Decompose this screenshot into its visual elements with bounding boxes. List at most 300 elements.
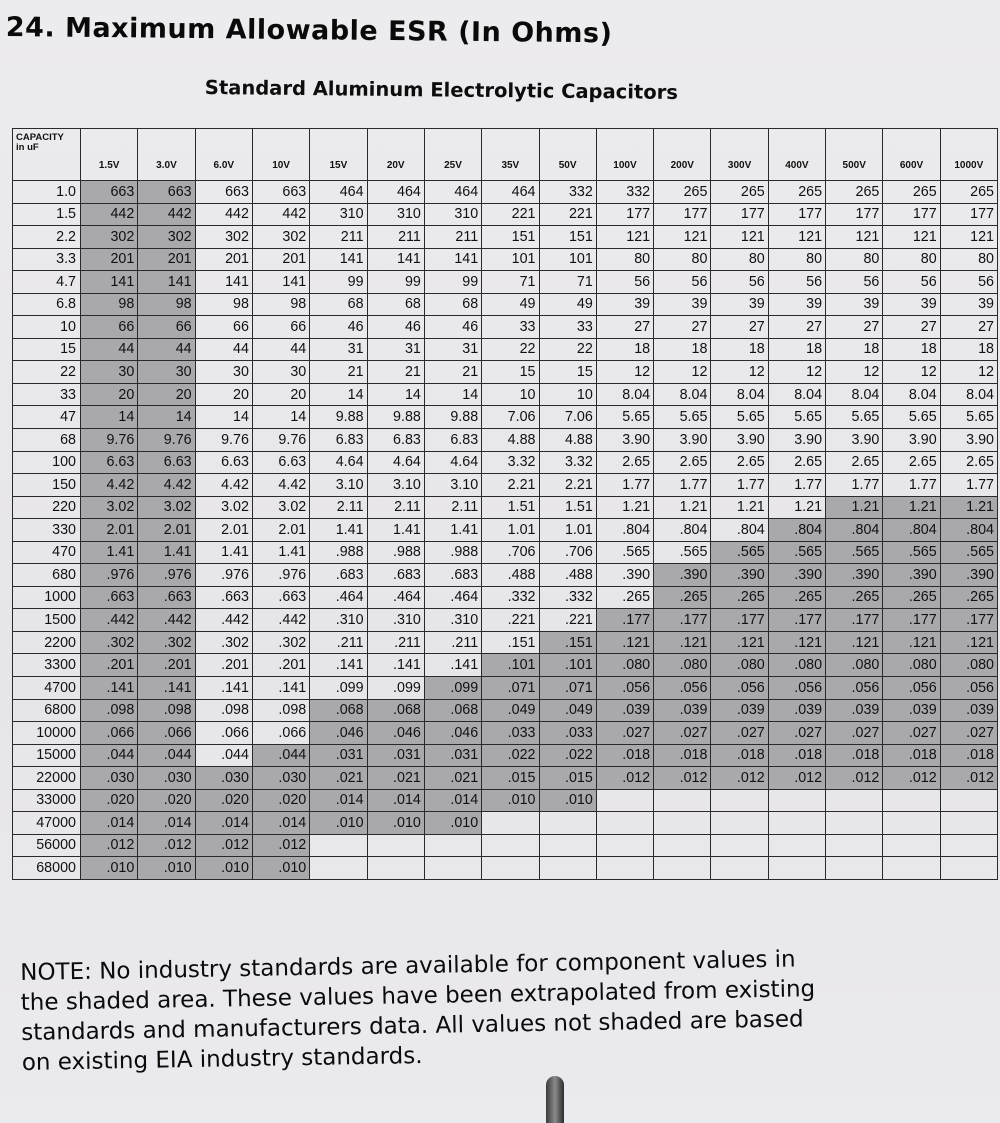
esr-value-cell: .033 <box>539 722 596 745</box>
esr-value-cell: .488 <box>539 564 596 587</box>
esr-value-cell: 18 <box>654 338 711 361</box>
esr-value-cell <box>883 812 940 835</box>
esr-value-cell <box>654 834 711 857</box>
esr-value-cell: 201 <box>138 248 195 271</box>
esr-value-cell: .804 <box>654 519 711 542</box>
esr-value-cell: 39 <box>768 293 825 316</box>
esr-value-cell: 15 <box>539 361 596 384</box>
esr-value-cell: 44 <box>195 338 252 361</box>
esr-value-cell: 6.83 <box>310 429 367 452</box>
esr-value-cell: 3.32 <box>539 451 596 474</box>
esr-value-cell: .988 <box>367 541 424 564</box>
esr-value-cell: .141 <box>195 677 252 700</box>
table-row <box>13 519 998 542</box>
esr-value-cell: 3.10 <box>367 474 424 497</box>
esr-value-cell: 201 <box>195 248 252 271</box>
esr-value-cell: .442 <box>252 609 309 632</box>
esr-value-cell <box>711 789 768 812</box>
esr-value-cell: 6.63 <box>252 451 309 474</box>
esr-value-cell: .014 <box>81 812 138 835</box>
esr-value-cell: 1.21 <box>654 496 711 519</box>
capacity-cell: 2.2 <box>13 226 81 249</box>
esr-value-cell: .044 <box>81 744 138 767</box>
esr-value-cell: .027 <box>711 722 768 745</box>
esr-value-cell: 1.21 <box>826 496 883 519</box>
esr-value-cell: .464 <box>424 586 481 609</box>
esr-value-cell: 464 <box>482 181 539 204</box>
esr-value-cell <box>482 812 539 835</box>
esr-value-cell: 12 <box>596 361 653 384</box>
esr-value-cell: 265 <box>768 181 825 204</box>
capacity-cell: 1000 <box>13 586 81 609</box>
esr-value-cell: .010 <box>367 812 424 835</box>
table-row <box>13 271 998 294</box>
esr-value-cell: .663 <box>252 586 309 609</box>
esr-value-cell: 310 <box>367 203 424 226</box>
esr-value-cell <box>539 812 596 835</box>
esr-value-cell: .265 <box>826 586 883 609</box>
esr-value-cell: 39 <box>940 293 997 316</box>
esr-value-cell: .201 <box>81 654 138 677</box>
esr-value-cell: 39 <box>883 293 940 316</box>
esr-value-cell: 18 <box>940 338 997 361</box>
esr-value-cell: .804 <box>768 519 825 542</box>
table-row <box>13 474 998 497</box>
esr-value-cell: 3.02 <box>81 496 138 519</box>
esr-value-cell <box>940 857 997 880</box>
esr-value-cell: .201 <box>195 654 252 677</box>
esr-value-cell: 464 <box>367 181 424 204</box>
esr-value-cell: 2.65 <box>654 451 711 474</box>
esr-value-cell: .049 <box>539 699 596 722</box>
esr-value-cell: 71 <box>539 271 596 294</box>
esr-value-cell: .012 <box>138 834 195 857</box>
esr-value-cell: 2.65 <box>826 451 883 474</box>
esr-value-cell: .221 <box>539 609 596 632</box>
esr-value-cell <box>482 834 539 857</box>
voltage-header: 20V <box>367 129 424 181</box>
esr-value-cell: 9.76 <box>81 429 138 452</box>
esr-value-cell: 211 <box>424 226 481 249</box>
esr-value-cell: 1.41 <box>310 519 367 542</box>
esr-value-cell: .265 <box>940 586 997 609</box>
esr-value-cell: .010 <box>138 857 195 880</box>
esr-value-cell: 442 <box>195 203 252 226</box>
esr-value-cell: .080 <box>596 654 653 677</box>
esr-value-cell: 18 <box>883 338 940 361</box>
esr-value-cell: .014 <box>310 789 367 812</box>
esr-value-cell: 8.04 <box>711 383 768 406</box>
table-row <box>13 654 998 677</box>
esr-value-cell: .683 <box>424 564 481 587</box>
esr-value-cell: 177 <box>940 203 997 226</box>
esr-value-cell: 1.21 <box>711 496 768 519</box>
esr-value-cell: 39 <box>654 293 711 316</box>
esr-value-cell: 141 <box>252 271 309 294</box>
esr-value-cell: 8.04 <box>883 383 940 406</box>
esr-value-cell: 80 <box>596 248 653 271</box>
esr-value-cell: .098 <box>252 699 309 722</box>
esr-value-cell <box>826 857 883 880</box>
esr-value-cell <box>539 834 596 857</box>
esr-value-cell: .018 <box>826 744 883 767</box>
esr-value-cell: 302 <box>252 226 309 249</box>
esr-value-cell: 121 <box>883 226 940 249</box>
esr-value-cell: .056 <box>883 677 940 700</box>
esr-value-cell: 3.10 <box>424 474 481 497</box>
esr-value-cell: 310 <box>424 203 481 226</box>
esr-value-cell: 265 <box>654 181 711 204</box>
esr-value-cell: 20 <box>195 383 252 406</box>
esr-value-cell: 98 <box>252 293 309 316</box>
esr-value-cell: .177 <box>883 609 940 632</box>
capacity-header-line2: in uF <box>16 142 39 154</box>
capacity-header <box>13 129 81 181</box>
esr-value-cell: 7.06 <box>539 406 596 429</box>
esr-value-cell: .706 <box>482 541 539 564</box>
esr-value-cell: 99 <box>424 271 481 294</box>
esr-value-cell: 4.42 <box>81 474 138 497</box>
esr-value-cell: 18 <box>596 338 653 361</box>
esr-value-cell: 33 <box>482 316 539 339</box>
esr-value-cell: 442 <box>252 203 309 226</box>
capacity-cell: 3.3 <box>13 248 81 271</box>
esr-value-cell: .056 <box>768 677 825 700</box>
esr-value-cell: .663 <box>81 586 138 609</box>
esr-value-cell: .121 <box>768 631 825 654</box>
esr-value-cell: .080 <box>654 654 711 677</box>
esr-value-cell: 1.77 <box>596 474 653 497</box>
table-row <box>13 338 998 361</box>
esr-table-body <box>13 181 998 880</box>
table-row <box>13 361 998 384</box>
esr-value-cell: 27 <box>596 316 653 339</box>
esr-value-cell: .121 <box>596 631 653 654</box>
esr-value-cell: 265 <box>826 181 883 204</box>
table-row <box>13 248 998 271</box>
esr-value-cell: .098 <box>195 699 252 722</box>
capacity-cell: 10 <box>13 316 81 339</box>
esr-value-cell: 68 <box>310 293 367 316</box>
esr-value-cell: 1.77 <box>883 474 940 497</box>
esr-value-cell: 56 <box>654 271 711 294</box>
voltage-header: 400V <box>768 129 825 181</box>
table-row <box>13 429 998 452</box>
esr-value-cell <box>654 812 711 835</box>
capacity-cell: 6.8 <box>13 293 81 316</box>
esr-value-cell <box>310 834 367 857</box>
capacity-cell: 33 <box>13 383 81 406</box>
esr-value-cell: .012 <box>711 767 768 790</box>
voltage-header: 100V <box>596 129 653 181</box>
esr-value-cell: 4.42 <box>138 474 195 497</box>
esr-value-cell: 12 <box>654 361 711 384</box>
esr-value-cell: 201 <box>81 248 138 271</box>
esr-value-cell: .121 <box>711 631 768 654</box>
esr-value-cell: .014 <box>424 789 481 812</box>
esr-value-cell: .565 <box>826 541 883 564</box>
esr-value-cell: 4.64 <box>424 451 481 474</box>
esr-value-cell: 14 <box>424 383 481 406</box>
esr-value-cell: 30 <box>81 361 138 384</box>
table-row <box>13 744 998 767</box>
esr-value-cell: .201 <box>138 654 195 677</box>
esr-value-cell <box>883 834 940 857</box>
esr-value-cell: 68 <box>424 293 481 316</box>
esr-value-cell <box>596 834 653 857</box>
esr-value-cell: .039 <box>940 699 997 722</box>
esr-value-cell: .015 <box>539 767 596 790</box>
esr-value-cell: 1.01 <box>539 519 596 542</box>
esr-value-cell: 20 <box>252 383 309 406</box>
esr-value-cell: 5.65 <box>654 406 711 429</box>
esr-value-cell: 27 <box>826 316 883 339</box>
esr-value-cell: .141 <box>252 677 309 700</box>
esr-value-cell: 1.41 <box>252 541 309 564</box>
esr-value-cell: .027 <box>654 722 711 745</box>
esr-value-cell: 2.21 <box>482 474 539 497</box>
esr-value-cell: 21 <box>367 361 424 384</box>
esr-value-cell: .046 <box>310 722 367 745</box>
esr-value-cell: 56 <box>826 271 883 294</box>
capacity-cell: 10000 <box>13 722 81 745</box>
esr-value-cell: 211 <box>367 226 424 249</box>
voltage-header: 600V <box>883 129 940 181</box>
esr-value-cell: 31 <box>367 338 424 361</box>
esr-value-cell <box>768 789 825 812</box>
esr-value-cell: 151 <box>539 226 596 249</box>
esr-value-cell: .022 <box>482 744 539 767</box>
table-row <box>13 699 998 722</box>
esr-value-cell: 4.64 <box>367 451 424 474</box>
esr-value-cell: 121 <box>711 226 768 249</box>
esr-value-cell: .310 <box>367 609 424 632</box>
table-row <box>13 767 998 790</box>
esr-value-cell: 121 <box>768 226 825 249</box>
esr-value-cell: .027 <box>826 722 883 745</box>
esr-value-cell: 302 <box>81 226 138 249</box>
esr-value-cell: .976 <box>81 564 138 587</box>
esr-value-cell: .012 <box>883 767 940 790</box>
esr-value-cell: .706 <box>539 541 596 564</box>
esr-value-cell: 98 <box>195 293 252 316</box>
esr-value-cell: .565 <box>768 541 825 564</box>
esr-value-cell: 14 <box>252 406 309 429</box>
esr-value-cell: 98 <box>81 293 138 316</box>
esr-value-cell: .141 <box>138 677 195 700</box>
esr-value-cell: 1.51 <box>482 496 539 519</box>
esr-value-cell: 141 <box>138 271 195 294</box>
esr-value-cell: 3.32 <box>482 451 539 474</box>
esr-value-cell: .020 <box>195 789 252 812</box>
esr-value-cell: .442 <box>138 609 195 632</box>
voltage-header: 10V <box>252 129 309 181</box>
esr-value-cell: 2.11 <box>424 496 481 519</box>
esr-value-cell: 302 <box>195 226 252 249</box>
esr-value-cell: 1.41 <box>195 541 252 564</box>
esr-value-cell: 464 <box>424 181 481 204</box>
page-title: 24. Maximum Allowable ESR (In Ohms) <box>5 12 613 50</box>
esr-value-cell: .039 <box>596 699 653 722</box>
esr-value-cell <box>654 857 711 880</box>
footnote-line-3: standards and manufacturers data. All values not shaded are based <box>21 1006 804 1046</box>
esr-value-cell: 4.64 <box>310 451 367 474</box>
esr-value-cell: 6.63 <box>81 451 138 474</box>
esr-value-cell: .265 <box>768 586 825 609</box>
esr-value-cell: 332 <box>596 181 653 204</box>
esr-value-cell <box>940 812 997 835</box>
esr-value-cell: .031 <box>367 744 424 767</box>
esr-value-cell: 464 <box>310 181 367 204</box>
esr-value-cell: 46 <box>367 316 424 339</box>
esr-value-cell: 80 <box>826 248 883 271</box>
esr-value-cell: 3.02 <box>195 496 252 519</box>
esr-value-cell: 121 <box>596 226 653 249</box>
esr-value-cell <box>826 789 883 812</box>
esr-value-cell: 66 <box>252 316 309 339</box>
esr-value-cell: 5.65 <box>711 406 768 429</box>
voltage-header: 300V <box>711 129 768 181</box>
esr-value-cell: 68 <box>367 293 424 316</box>
esr-value-cell: .044 <box>252 744 309 767</box>
esr-table-header <box>13 129 998 181</box>
page-subtitle: Standard Aluminum Electrolytic Capacitors <box>204 76 679 104</box>
esr-value-cell: .039 <box>711 699 768 722</box>
esr-value-cell: .080 <box>768 654 825 677</box>
esr-value-cell: .020 <box>252 789 309 812</box>
esr-value-cell: .027 <box>768 722 825 745</box>
esr-value-cell: 141 <box>367 248 424 271</box>
binder-pin <box>546 1076 564 1123</box>
table-row <box>13 631 998 654</box>
table-row <box>13 451 998 474</box>
table-row <box>13 564 998 587</box>
esr-value-cell <box>768 834 825 857</box>
esr-value-cell: 39 <box>711 293 768 316</box>
table-row <box>13 181 998 204</box>
esr-value-cell: .030 <box>195 767 252 790</box>
esr-value-cell: .021 <box>367 767 424 790</box>
esr-value-cell: 21 <box>424 361 481 384</box>
esr-value-cell: .177 <box>826 609 883 632</box>
esr-value-cell: .464 <box>367 586 424 609</box>
esr-value-cell: .056 <box>940 677 997 700</box>
esr-value-cell: 1.77 <box>768 474 825 497</box>
esr-value-cell: .099 <box>310 677 367 700</box>
esr-value-cell: 3.90 <box>654 429 711 452</box>
capacity-cell: 47 <box>13 406 81 429</box>
esr-value-cell: .020 <box>138 789 195 812</box>
esr-value-cell: .177 <box>711 609 768 632</box>
esr-value-cell: 8.04 <box>826 383 883 406</box>
esr-value-cell: .031 <box>424 744 481 767</box>
esr-value-cell: 141 <box>195 271 252 294</box>
esr-value-cell: 30 <box>195 361 252 384</box>
esr-value-cell: 2.01 <box>252 519 309 542</box>
esr-value-cell: 14 <box>81 406 138 429</box>
esr-value-cell: 9.76 <box>252 429 309 452</box>
esr-value-cell: .021 <box>424 767 481 790</box>
esr-value-cell: 4.88 <box>482 429 539 452</box>
esr-value-cell <box>424 857 481 880</box>
esr-value-cell: .071 <box>539 677 596 700</box>
esr-value-cell: 66 <box>195 316 252 339</box>
esr-value-cell <box>367 857 424 880</box>
esr-value-cell: .039 <box>826 699 883 722</box>
esr-value-cell: 663 <box>138 181 195 204</box>
esr-value-cell: 211 <box>310 226 367 249</box>
table-row <box>13 293 998 316</box>
esr-value-cell: 1.77 <box>940 474 997 497</box>
esr-value-cell <box>654 789 711 812</box>
table-row <box>13 203 998 226</box>
esr-value-cell: .012 <box>252 834 309 857</box>
esr-value-cell: .121 <box>883 631 940 654</box>
esr-value-cell: 46 <box>424 316 481 339</box>
esr-value-cell: .265 <box>711 586 768 609</box>
esr-value-cell: 9.88 <box>310 406 367 429</box>
esr-value-cell: .101 <box>539 654 596 677</box>
esr-value-cell: 12 <box>940 361 997 384</box>
esr-value-cell: .066 <box>252 722 309 745</box>
esr-value-cell: 39 <box>826 293 883 316</box>
capacity-cell: 68000 <box>13 857 81 880</box>
esr-value-cell: .804 <box>940 519 997 542</box>
esr-value-cell: 80 <box>883 248 940 271</box>
footnote-line-1: NOTE: No industry standards are available for component values in <box>20 946 796 986</box>
header-row <box>13 129 998 181</box>
esr-value-cell: 265 <box>883 181 940 204</box>
esr-value-cell: .265 <box>596 586 653 609</box>
esr-value-cell: 22 <box>482 338 539 361</box>
esr-value-cell: .121 <box>654 631 711 654</box>
esr-value-cell: 1.41 <box>138 541 195 564</box>
esr-value-cell: .012 <box>195 834 252 857</box>
esr-value-cell: .022 <box>539 744 596 767</box>
esr-value-cell: 1.77 <box>654 474 711 497</box>
voltage-header: 200V <box>654 129 711 181</box>
esr-value-cell: .012 <box>940 767 997 790</box>
esr-value-cell: 2.65 <box>883 451 940 474</box>
esr-value-cell: 15 <box>482 361 539 384</box>
esr-value-cell: 14 <box>310 383 367 406</box>
esr-value-cell: 14 <box>367 383 424 406</box>
footnote-line-2: the shaded area. These values have been extrapolated from existing <box>20 976 816 1016</box>
esr-value-cell: 6.83 <box>424 429 481 452</box>
esr-value-cell: 177 <box>883 203 940 226</box>
esr-value-cell <box>711 834 768 857</box>
esr-value-cell: 3.02 <box>252 496 309 519</box>
esr-value-cell: 5.65 <box>940 406 997 429</box>
esr-value-cell: 2.01 <box>138 519 195 542</box>
esr-value-cell: .151 <box>539 631 596 654</box>
esr-value-cell <box>539 857 596 880</box>
esr-value-cell: 1.21 <box>768 496 825 519</box>
esr-value-cell: .976 <box>138 564 195 587</box>
esr-value-cell: .804 <box>883 519 940 542</box>
esr-value-cell: 14 <box>195 406 252 429</box>
esr-value-cell: 121 <box>940 226 997 249</box>
table-row <box>13 316 998 339</box>
esr-value-cell: 9.88 <box>367 406 424 429</box>
esr-value-cell: 663 <box>252 181 309 204</box>
esr-value-cell: 39 <box>596 293 653 316</box>
esr-value-cell: .031 <box>310 744 367 767</box>
esr-value-cell: 1.51 <box>539 496 596 519</box>
esr-value-cell: 5.65 <box>883 406 940 429</box>
esr-value-cell: 3.90 <box>883 429 940 452</box>
esr-value-cell: .010 <box>539 789 596 812</box>
